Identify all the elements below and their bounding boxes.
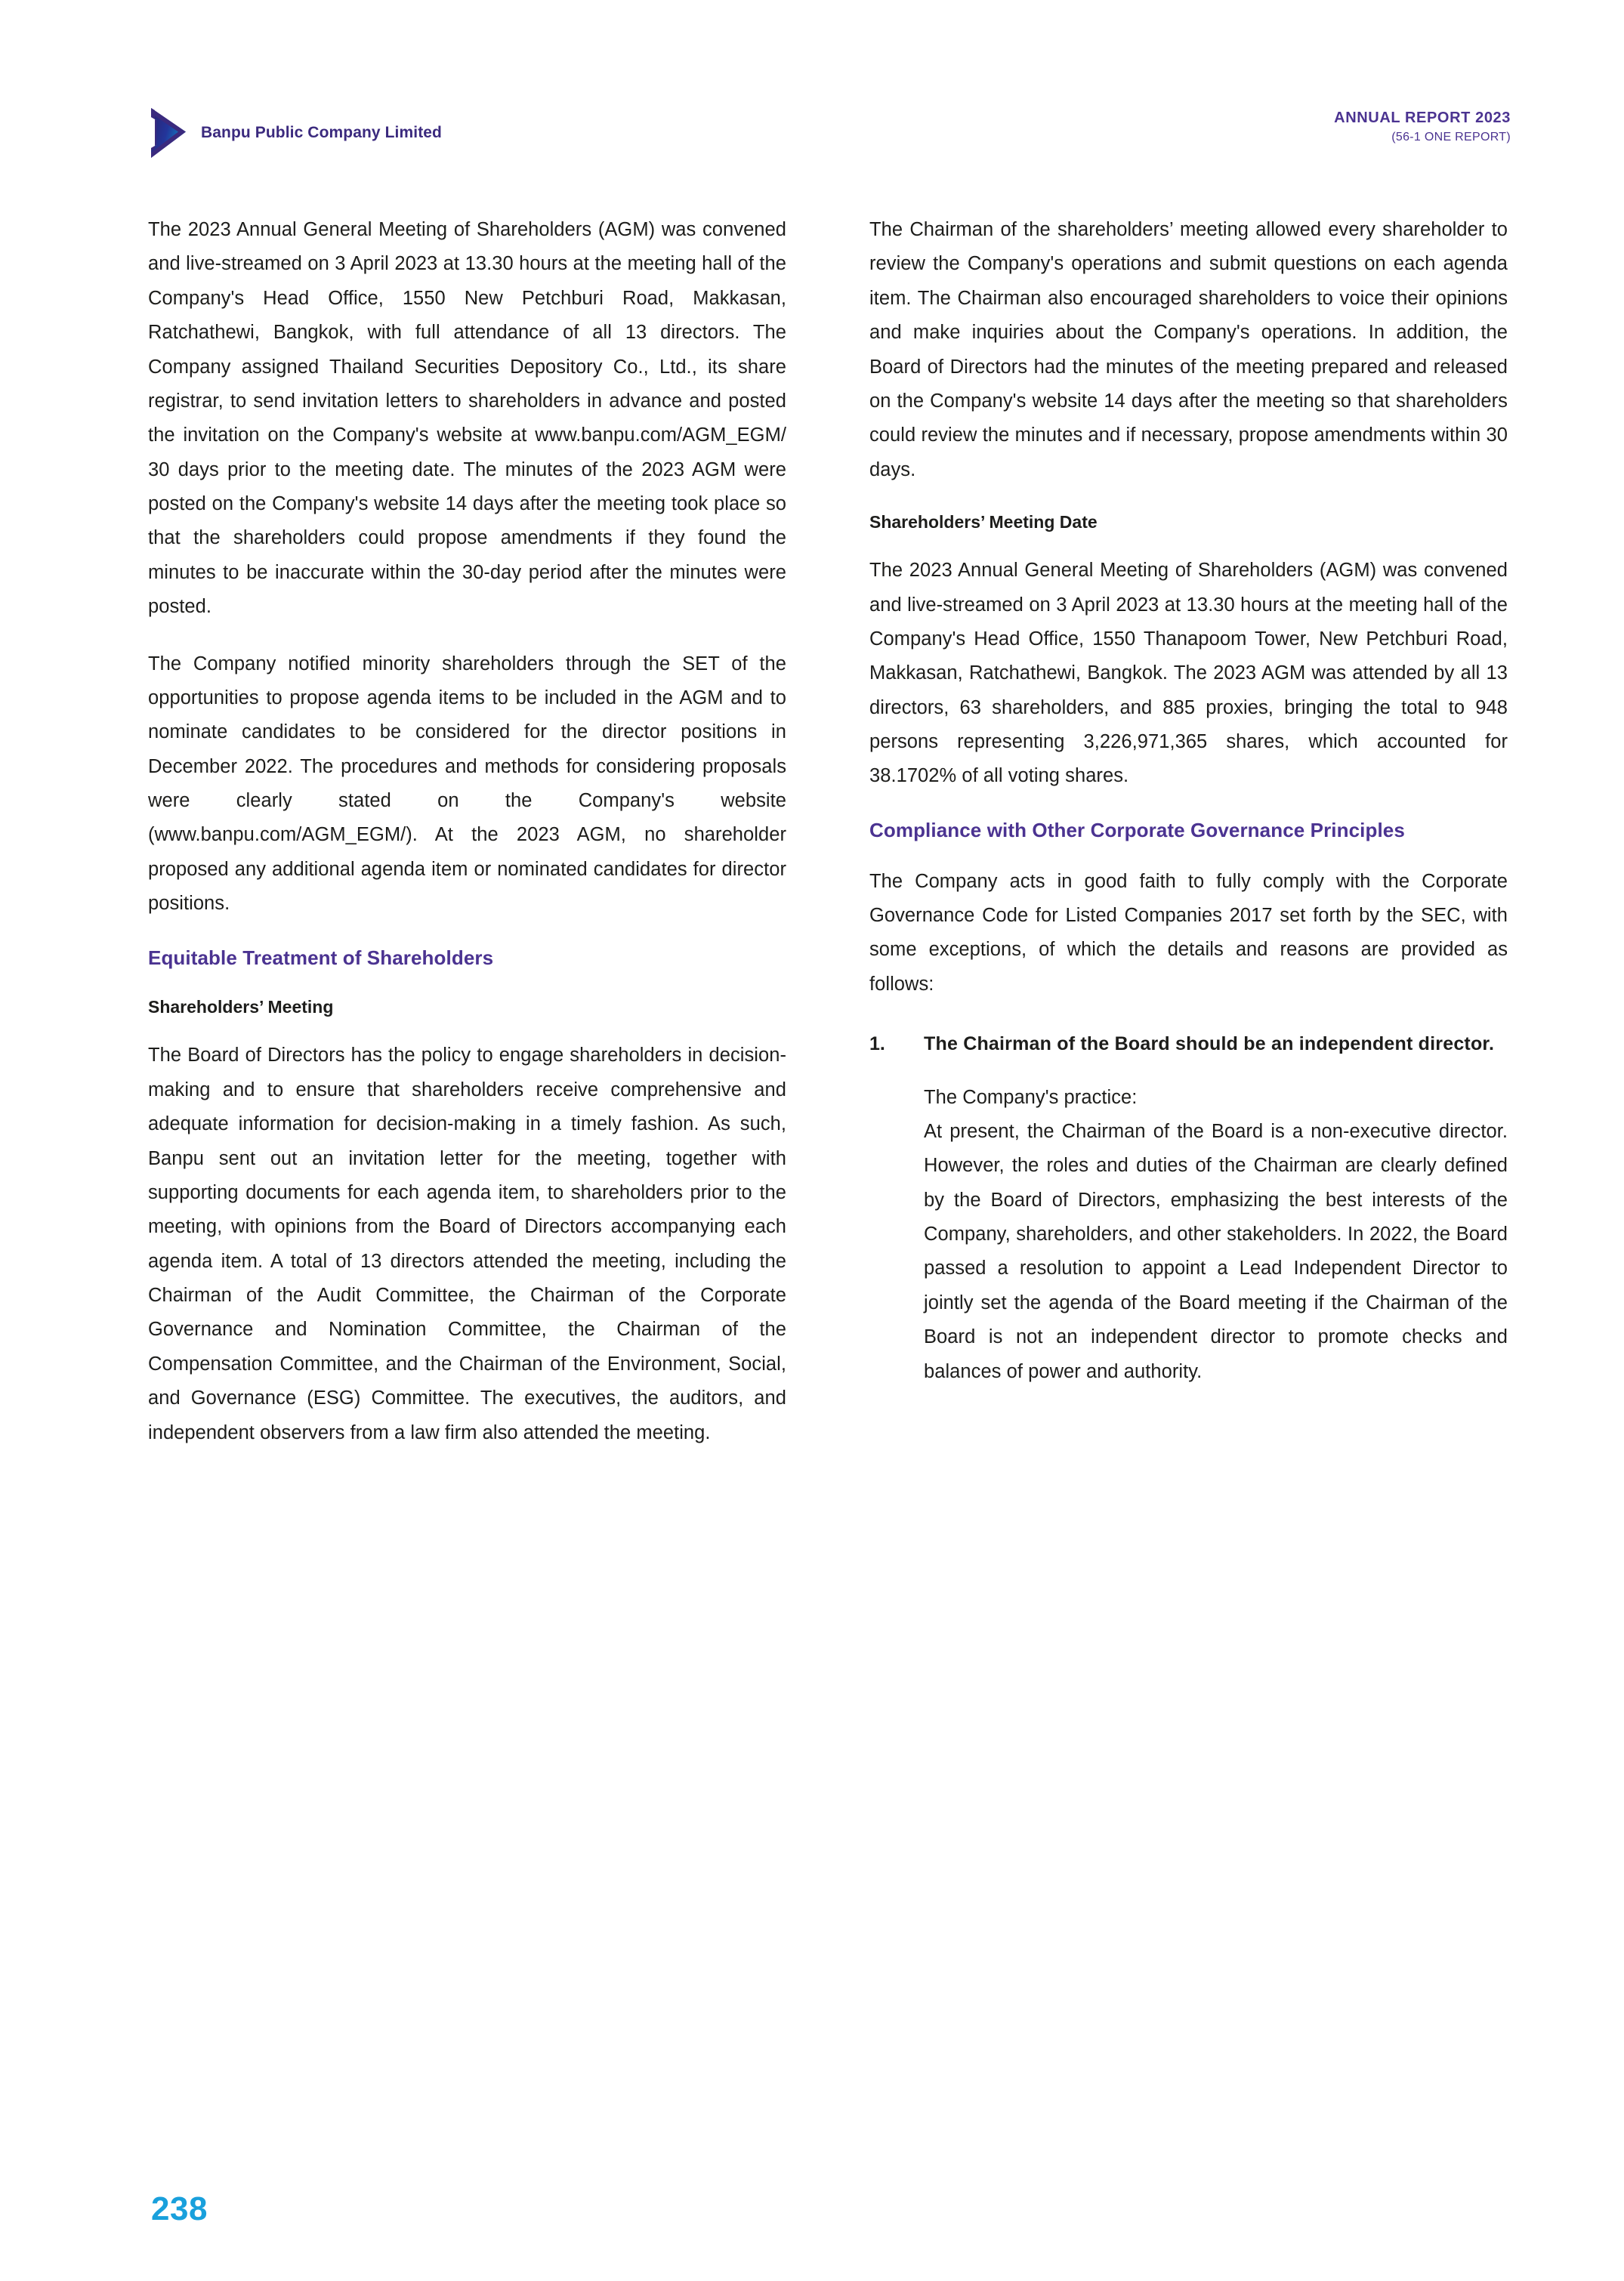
numbered-list-item-1	[869, 1027, 1508, 1061]
practice-text: At present, the Chairman of the Board is a non-executive director. However, the roles and duties of the Chairman are clearly defined by the Board of Directors, emphasizing the best interests of the Company, shareholders, and other stakeholders. In 2022, the Board passed a resolution to appoint a Lead Independent Director to jointly set the agenda of the Board meeting if the Chairman of the Board is not an independent director to promote checks and balances of power and authority.	[924, 1120, 1508, 1382]
right-column	[869, 213, 1508, 1450]
right-paragraph-3: The Company acts in good faith to fully comply with the Corporate Governance Code for Listed Companies 2017 set forth by the SEC, with some exceptions, of which the details and reasons are provided as follows:	[869, 870, 1508, 995]
subheading-shareholders-meeting-date: Shareholders’ Meeting Date	[869, 512, 1098, 532]
list-item-body	[924, 1027, 1508, 1061]
practice-label: The Company's practice:	[924, 1086, 1138, 1108]
page-header	[148, 106, 1511, 174]
page-number: 238	[151, 2190, 208, 2227]
right-paragraph-1: The Chairman of the shareholders’ meeting allowed every shareholder to review the Company's operations and submit questions on each agenda item. The Chairman also encouraged shareholders to voice their opinions and make inquiries about the Company's operations. In addition, the Board of Directors had the minutes of the meeting prepared and released on the Company's website 14 days after the meeting so that shareholders could review the minutes and if necessary, propose amendments within 30 days.	[869, 219, 1508, 480]
report-title: ANNUAL REPORT 2023	[1334, 110, 1511, 126]
left-column	[148, 213, 786, 1450]
report-info	[1334, 106, 1511, 145]
practice-block	[924, 1081, 1508, 1389]
report-subtitle: (56-1 ONE REPORT)	[1391, 131, 1511, 144]
subheading-shareholders-meeting: Shareholders’ Meeting	[148, 997, 334, 1017]
list-item-number: 1.	[869, 1033, 885, 1054]
left-paragraph-1: The 2023 Annual General Meeting of Shareholders (AGM) was convened and live-streamed on 3 April 2023 at 13.30 hours at the meeting hall of the Company's Head Office, 1550 New Petchburi Road, Makkasan, Ratchathewi, Bangkok, with full attendance of all 13 directors. The Company assigned Thailand Securities Depository Co., Ltd., its share registrar, to send invitation letters to shareholders in advance and posted the invitation on the Company's website at www.banpu.com/AGM_EGM/ 30 days prior to the meeting date. The minutes of the 2023 AGM were posted on the Company's website 14 days after the meeting took place so that the shareholders could propose amendments if they found the minutes to be inaccurate within the 30-day period after the minutes were posted.	[148, 219, 786, 618]
brand-name: Banpu Public Company Limited	[201, 124, 442, 141]
left-paragraph-2: The Company notified minority shareholders through the SET of the opportunities to propose agenda items to be included in the AGM and to nominate candidates to be considered for the director positions in December 2022. The procedures and methods for considering proposals were clearly stated on the Company's website (www.banpu.com/AGM_EGM/). At the 2023 AGM, no shareholder proposed any additional agenda item or nominated candidates for director positions.	[148, 653, 786, 915]
heading-equitable-treatment: Equitable Treatment of Shareholders	[148, 946, 494, 969]
list-item-title: The Chairman of the Board should be an independent director.	[924, 1033, 1495, 1054]
brand-block	[148, 106, 442, 160]
left-paragraph-3: The Board of Directors has the policy to engage shareholders in decision-making and to ensure that shareholders receive comprehensive and adequate information for decision-making in a timely fashion. As such, Banpu sent out an invitation letter for the meeting, together with supporting documents for each agenda item, to shareholders prior to the meeting, with opinions from the Board of Directors accompanying each agenda item. A total of 13 directors attended the meeting, including the Chairman of the Audit Committee, the Chairman of the Corporate Governance and Nomination Committee, the Chairman of the Compensation Committee, and the Chairman of the Environment, Social, and Governance (ESG) Committee. The executives, the auditors, and independent observers from a law firm also attended the meeting.	[148, 1045, 786, 1443]
right-paragraph-2: The 2023 Annual General Meeting of Shareholders (AGM) was convened and live-streamed on 3 April 2023 at 13.30 hours at the meeting hall of the Company's Head Office, 1550 Thanapoom Tower, New Petchburi Road, Makkasan, Ratchathewi, Bangkok. The 2023 AGM was attended by all 13 directors, 63 shareholders, and 885 proxies, bringing the total to 948 persons representing 3,226,971,365 shares, which accounted for 38.1702% of all voting shares.	[869, 560, 1508, 787]
banpu-arrow-logo-icon	[148, 106, 187, 160]
heading-compliance-principles: Compliance with Other Corporate Governance Principles	[869, 818, 1405, 841]
body-columns	[148, 213, 1508, 1450]
